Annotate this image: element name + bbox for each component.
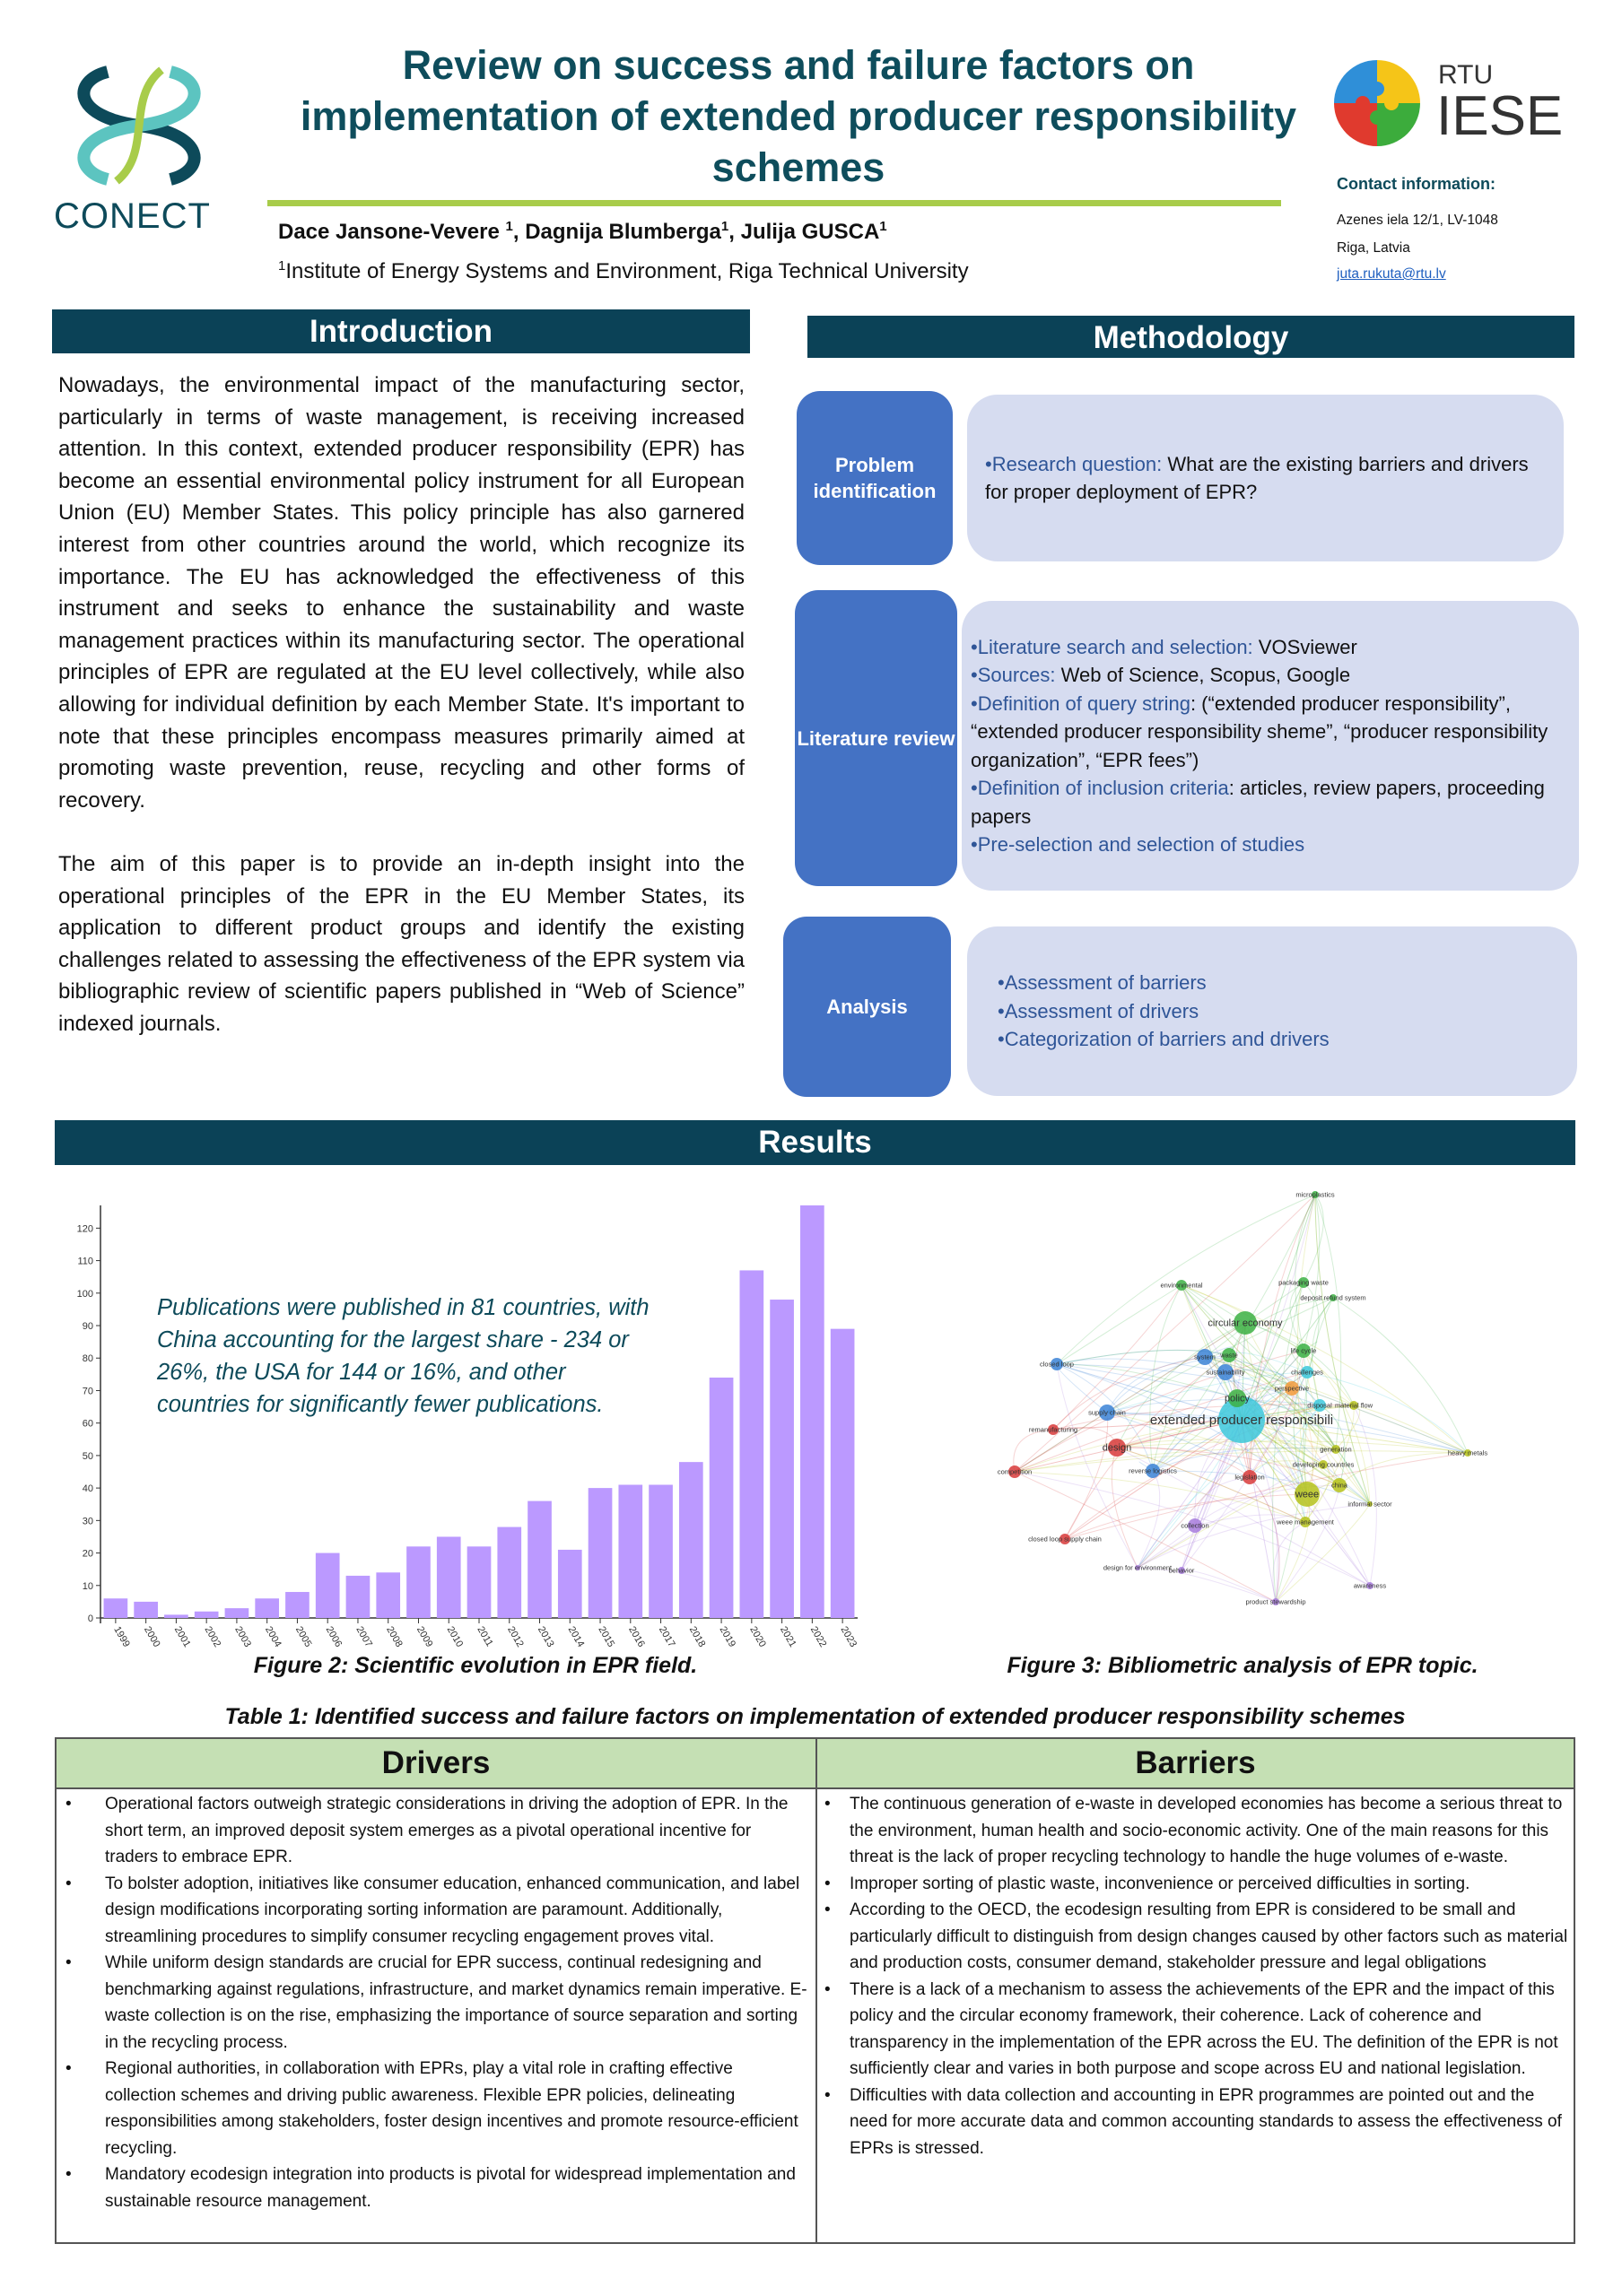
barriers-column bbox=[824, 1791, 1571, 2161]
author: Julija GUSCA bbox=[740, 220, 880, 244]
network-label: generation bbox=[1320, 1445, 1352, 1454]
network-label: environmental bbox=[1160, 1281, 1203, 1290]
publications-bar-chart bbox=[54, 1184, 861, 1659]
network-edge bbox=[1057, 1195, 1315, 1364]
network-label: reverse logistics bbox=[1129, 1466, 1177, 1475]
x-tick-label: 2007 bbox=[353, 1624, 374, 1649]
driver-item: • Mandatory ecodesign integration into products is pivotal for widespread implementation and sustainable resource management. bbox=[65, 2161, 808, 2214]
network-label: circular economy bbox=[1208, 1318, 1283, 1329]
intro-paragraph: The aim of this paper is to provide an in-depth insight into the operational principles of the EPR in the EU Member States, its application to different product groups and identify the existing challenges related to assessing the effectiveness of the EPR system via bibliographic review of scientific papers published in “Web of Science” indexed journals. bbox=[58, 851, 745, 1036]
network-label: challenges bbox=[1291, 1368, 1323, 1377]
network-edge bbox=[1138, 1526, 1195, 1568]
introduction-body bbox=[58, 370, 745, 1072]
bar-2005 bbox=[285, 1592, 310, 1618]
title-divider bbox=[267, 200, 1281, 206]
bar-2001 bbox=[164, 1614, 188, 1618]
y-tick-label: 20 bbox=[82, 1548, 93, 1560]
network-edge bbox=[1339, 1453, 1468, 1485]
network-label: product stewardship bbox=[1245, 1597, 1306, 1606]
bar-2007 bbox=[346, 1576, 371, 1618]
network-label: extended producer responsibili bbox=[1149, 1413, 1334, 1428]
x-tick-label: 2004 bbox=[263, 1624, 283, 1649]
network-label: design for environment bbox=[1103, 1563, 1173, 1572]
x-tick-label: 2012 bbox=[505, 1624, 526, 1649]
x-tick-label: 2022 bbox=[807, 1624, 829, 1649]
method-step-literature: Literature review bbox=[795, 590, 957, 886]
drivers-column bbox=[65, 1791, 808, 2214]
network-label: microplastics bbox=[1295, 1190, 1335, 1199]
method-item: •Sources: Web of Science, Scopus, Google bbox=[971, 664, 1351, 686]
y-tick-label: 60 bbox=[82, 1418, 93, 1430]
x-tick-label: 2002 bbox=[202, 1624, 223, 1649]
chart-annotation: Publications were published in 81 countries, with China accounting for the largest share - 234 or 26%, the USA for 144 or 16%, and other countries for significantly fewer publications. bbox=[157, 1295, 650, 1417]
contact-address: Azenes iela 12/1, LV-1048 bbox=[1337, 213, 1498, 228]
method-step-analysis: Analysis bbox=[783, 917, 951, 1097]
network-label: system bbox=[1194, 1352, 1216, 1361]
conect-logo-icon bbox=[54, 63, 224, 188]
barrier-item: • There is a lack of a mechanism to assess the achievements of the EPR and the impact of this policy and the circular economy framework, their coherence. Lack of coherence and transparency in the implementation of the EPR across the EU. The definition of the EPR is not sufficiently clear and varies in both purpose and scope across EU and national legislation. bbox=[824, 1977, 1571, 2083]
barrier-item: • Improper sorting of plastic waste, inconvenience or perceived difficulties in sorting. bbox=[824, 1871, 1571, 1898]
bar-2011 bbox=[467, 1546, 492, 1618]
network-edge bbox=[1112, 1448, 1138, 1568]
bar-2014 bbox=[558, 1550, 582, 1618]
network-label: informal sector bbox=[1347, 1500, 1392, 1509]
network-label: perspective bbox=[1274, 1384, 1310, 1393]
table-caption: Table 1: Identified success and failure factors on implementation of extended producer responsibility schemes bbox=[224, 1704, 1406, 1729]
conect-logo-text: CONECT bbox=[54, 196, 211, 236]
barrier-item: • The continuous generation of e-waste in developed economies has become a serious threat to the environment, human health and socio-economic activity. One of the main reasons for this threat is the lack of proper recycling technology to handle the huge volumes of e-waste. bbox=[824, 1791, 1571, 1871]
network-label: policy bbox=[1224, 1393, 1251, 1405]
x-tick-label: 2003 bbox=[232, 1624, 253, 1649]
y-tick-label: 50 bbox=[82, 1450, 93, 1462]
bar-2013 bbox=[528, 1501, 552, 1618]
method-item: •Definition of inclusion criteria: articles, review papers, proceeding papers bbox=[971, 777, 1545, 828]
method-panel-literature bbox=[962, 601, 1579, 891]
poster-title: Review on success and failure factors on implementation of extended producer responsibility schemes bbox=[300, 42, 1297, 190]
bar-2010 bbox=[437, 1536, 461, 1618]
method-item: •Research question: What are the existing barriers and drivers for proper deployment of EPR? bbox=[985, 452, 1529, 503]
network-label: packaging waste bbox=[1278, 1278, 1329, 1287]
bar-2015 bbox=[589, 1488, 613, 1618]
table-header-drivers: Drivers bbox=[57, 1739, 817, 1789]
iese-text: IESE bbox=[1436, 85, 1564, 147]
author: Dace Jansone-Vevere bbox=[278, 220, 500, 244]
introduction-heading: Introduction bbox=[52, 309, 750, 353]
y-tick-label: 90 bbox=[82, 1321, 93, 1333]
y-tick-label: 30 bbox=[82, 1516, 93, 1527]
bar-2016 bbox=[618, 1484, 642, 1618]
method-item: •Assessment of barriers bbox=[998, 971, 1207, 995]
network-edge bbox=[1057, 1285, 1182, 1364]
contact-city: Riga, Latvia bbox=[1337, 240, 1410, 256]
driver-item: • To bolster adoption, initiatives like consumer education, enhanced communication, and label design modifications incorporating sorting information are paramount. Additionally, streamlining procedures to simplify consumer recycling engagement proves vital. bbox=[65, 1871, 808, 1951]
network-label: waste bbox=[1220, 1351, 1238, 1360]
x-tick-label: 2014 bbox=[565, 1624, 587, 1649]
network-label: sustainability bbox=[1206, 1368, 1245, 1377]
bar-2008 bbox=[376, 1572, 400, 1618]
table-header-barriers: Barriers bbox=[817, 1739, 1574, 1789]
x-tick-label: 2015 bbox=[596, 1624, 617, 1649]
author: Dagnija Blumberga bbox=[525, 220, 721, 244]
barrier-item: • Difficulties with data collection and accounting in EPR programmes are pointed out and the need for more accurate data and common accounting standards to assess the effectiveness of EPRs is stressed. bbox=[824, 2083, 1571, 2162]
bibliometric-network bbox=[933, 1166, 1561, 1650]
conect-logo bbox=[54, 63, 224, 238]
network-label: remanufacturing bbox=[1028, 1425, 1078, 1434]
x-tick-label: 2006 bbox=[323, 1624, 344, 1649]
bar-2018 bbox=[679, 1462, 703, 1618]
network-edge bbox=[1333, 1298, 1468, 1453]
x-tick-label: 2009 bbox=[414, 1624, 435, 1649]
method-item: •Assessment of drivers bbox=[998, 999, 1199, 1022]
driver-item: • Regional authorities, in collaboration with EPRs, play a vital role in crafting effective collection schemes and driving public awareness. Flexible EPR policies, delineating responsibilities among stakeholders, foster design incentives and promote resource-efficient recycling. bbox=[65, 2056, 808, 2161]
network-label: behavior bbox=[1168, 1566, 1195, 1575]
network-label: closed loop supply chain bbox=[1028, 1535, 1102, 1544]
bar-1999 bbox=[104, 1598, 128, 1618]
methodology-heading: Methodology bbox=[807, 316, 1574, 358]
x-tick-label: 2000 bbox=[142, 1624, 162, 1649]
x-tick-label: 2018 bbox=[686, 1624, 708, 1649]
results-heading: Results bbox=[55, 1120, 1575, 1165]
network-label: design bbox=[1102, 1442, 1132, 1454]
network-label: competition bbox=[997, 1467, 1033, 1476]
network-label: china bbox=[1331, 1481, 1347, 1490]
x-tick-label: 2010 bbox=[444, 1624, 466, 1649]
network-label: developing countries bbox=[1292, 1460, 1355, 1469]
x-tick-label: 2017 bbox=[656, 1624, 677, 1649]
network-label: life cycle bbox=[1290, 1346, 1317, 1355]
method-item: •Literature search and selection: VOSviewer bbox=[971, 635, 1357, 658]
method-item: •Categorization of barriers and drivers bbox=[998, 1028, 1330, 1051]
network-label: weee management bbox=[1277, 1518, 1334, 1526]
bar-2003 bbox=[225, 1608, 249, 1618]
contact-title: Contact information: bbox=[1337, 175, 1496, 193]
bar-2004 bbox=[255, 1598, 279, 1618]
bar-2012 bbox=[497, 1527, 521, 1618]
x-tick-label: 2023 bbox=[838, 1624, 859, 1649]
network-label: heavy metals bbox=[1447, 1448, 1488, 1457]
network-label: collection bbox=[1181, 1521, 1209, 1530]
bar-2022 bbox=[800, 1205, 824, 1618]
network-label: supply chain bbox=[1088, 1408, 1126, 1417]
y-tick-label: 40 bbox=[82, 1483, 93, 1495]
network-label: material flow bbox=[1334, 1401, 1373, 1410]
network-edge bbox=[1138, 1568, 1276, 1602]
affiliation: $^1$Institute of Energy Systems and Environment, Riga Technical University bbox=[278, 258, 969, 283]
table-divider bbox=[815, 1739, 817, 2242]
puzzle-icon bbox=[1332, 58, 1422, 148]
bar-2017 bbox=[649, 1484, 673, 1618]
rtu-iese-logo bbox=[1332, 58, 1564, 148]
bar-2019 bbox=[710, 1378, 734, 1618]
network-label: legislation bbox=[1234, 1473, 1265, 1482]
driver-item: • While uniform design standards are crucial for EPR success, continual redesigning and benchmarking against regulations, infrastructure, and market dynamics remain imperative. E-waste collection is on the rise, emphasizing the importance of source separation and sorting in the recycling process. bbox=[65, 1950, 808, 2056]
network-label: closed loop bbox=[1040, 1360, 1074, 1369]
x-tick-label: 2008 bbox=[384, 1624, 405, 1649]
x-tick-label: 2005 bbox=[292, 1624, 314, 1649]
barrier-item: • According to the OECD, the ecodesign resulting from EPR is considered to be small and particularly difficult to distinguish from design changes caused by other factors such as material and production costs, consumer demand, stakeholder pressure and legal obligations bbox=[824, 1897, 1571, 1977]
network-label: awareness bbox=[1353, 1581, 1387, 1590]
factors-table bbox=[55, 1737, 1575, 2244]
x-tick-label: 1999 bbox=[111, 1624, 132, 1649]
y-tick-label: 120 bbox=[76, 1223, 93, 1235]
x-tick-label: 2020 bbox=[747, 1624, 768, 1649]
method-item: •Pre-selection and selection of studies bbox=[971, 833, 1305, 856]
method-panel-problem bbox=[967, 395, 1564, 561]
figure3-caption: Figure 3: Bibliometric analysis of EPR topic. bbox=[1007, 1653, 1478, 1678]
bar-2009 bbox=[406, 1546, 431, 1618]
x-tick-label: 2016 bbox=[626, 1624, 647, 1649]
y-tick-label: 10 bbox=[82, 1580, 93, 1592]
bar-2002 bbox=[195, 1612, 219, 1618]
network-label: deposit refund system bbox=[1300, 1293, 1366, 1302]
bar-2020 bbox=[740, 1270, 764, 1618]
driver-item: • Operational factors outweigh strategic considerations in driving the adoption of EPR. In the short term, an improved deposit system emerges as a pivotal operational incentive for traders to embrace EPR. bbox=[65, 1791, 808, 1871]
y-tick-label: 110 bbox=[77, 1256, 93, 1267]
bar-2000 bbox=[134, 1602, 158, 1618]
y-tick-label: 100 bbox=[76, 1288, 93, 1300]
bar-2023 bbox=[831, 1329, 855, 1618]
y-tick-label: 80 bbox=[82, 1353, 93, 1365]
figure2-caption: Figure 2: Scientific evolution in EPR field. bbox=[253, 1653, 698, 1678]
network-label: weee bbox=[1295, 1489, 1320, 1500]
bar-2021 bbox=[770, 1300, 794, 1618]
x-tick-label: 2019 bbox=[717, 1624, 738, 1649]
contact-email[interactable]: juta.rukuta@rtu.lv bbox=[1337, 266, 1446, 282]
x-tick-label: 2013 bbox=[535, 1624, 556, 1649]
network-label: disposal bbox=[1307, 1401, 1332, 1410]
y-tick-label: 0 bbox=[87, 1613, 93, 1624]
method-item: •Definition of query string: (“extended producer responsibility”, “extended producer responsibility sheme”, “producer responsibility organization”, “EPR fees”) bbox=[971, 691, 1548, 771]
x-tick-label: 2021 bbox=[778, 1624, 798, 1649]
method-step-problem: Problem identification bbox=[797, 391, 953, 565]
y-tick-label: 70 bbox=[82, 1386, 93, 1397]
authors: Dace Jansone-Vevere $^1$, Dagnija Blumberga$^1$, Julija GUSCA$^1$ bbox=[278, 219, 887, 244]
bar-2006 bbox=[316, 1553, 340, 1618]
method-panel-analysis bbox=[967, 926, 1577, 1096]
intro-paragraph: Nowadays, the environmental impact of the manufacturing sector, particularly in terms of waste management, is receiving increased attention. In this context, extended producer responsibility (EPR) has become an essential environmental policy instrument for all European Union (EU) Member States. This policy principle has also garnered interest from other countries around the world, which recognize its importance. The EU has acknowledged the effectiveness of this instrument and seeks to enhance the sustainability and waste management practices within its manufacturing sector. The operational principles of EPR are regulated at the EU level collectively, while also allowing for individual definition by each Member State. It's important to note that these principles encompass measures primarily aimed at promoting waste prevention, reuse, recycling and other forms of recovery. bbox=[58, 373, 745, 813]
rtu-text: RTU bbox=[1438, 60, 1494, 90]
x-tick-label: 2001 bbox=[171, 1624, 193, 1649]
x-tick-label: 2011 bbox=[475, 1624, 495, 1648]
